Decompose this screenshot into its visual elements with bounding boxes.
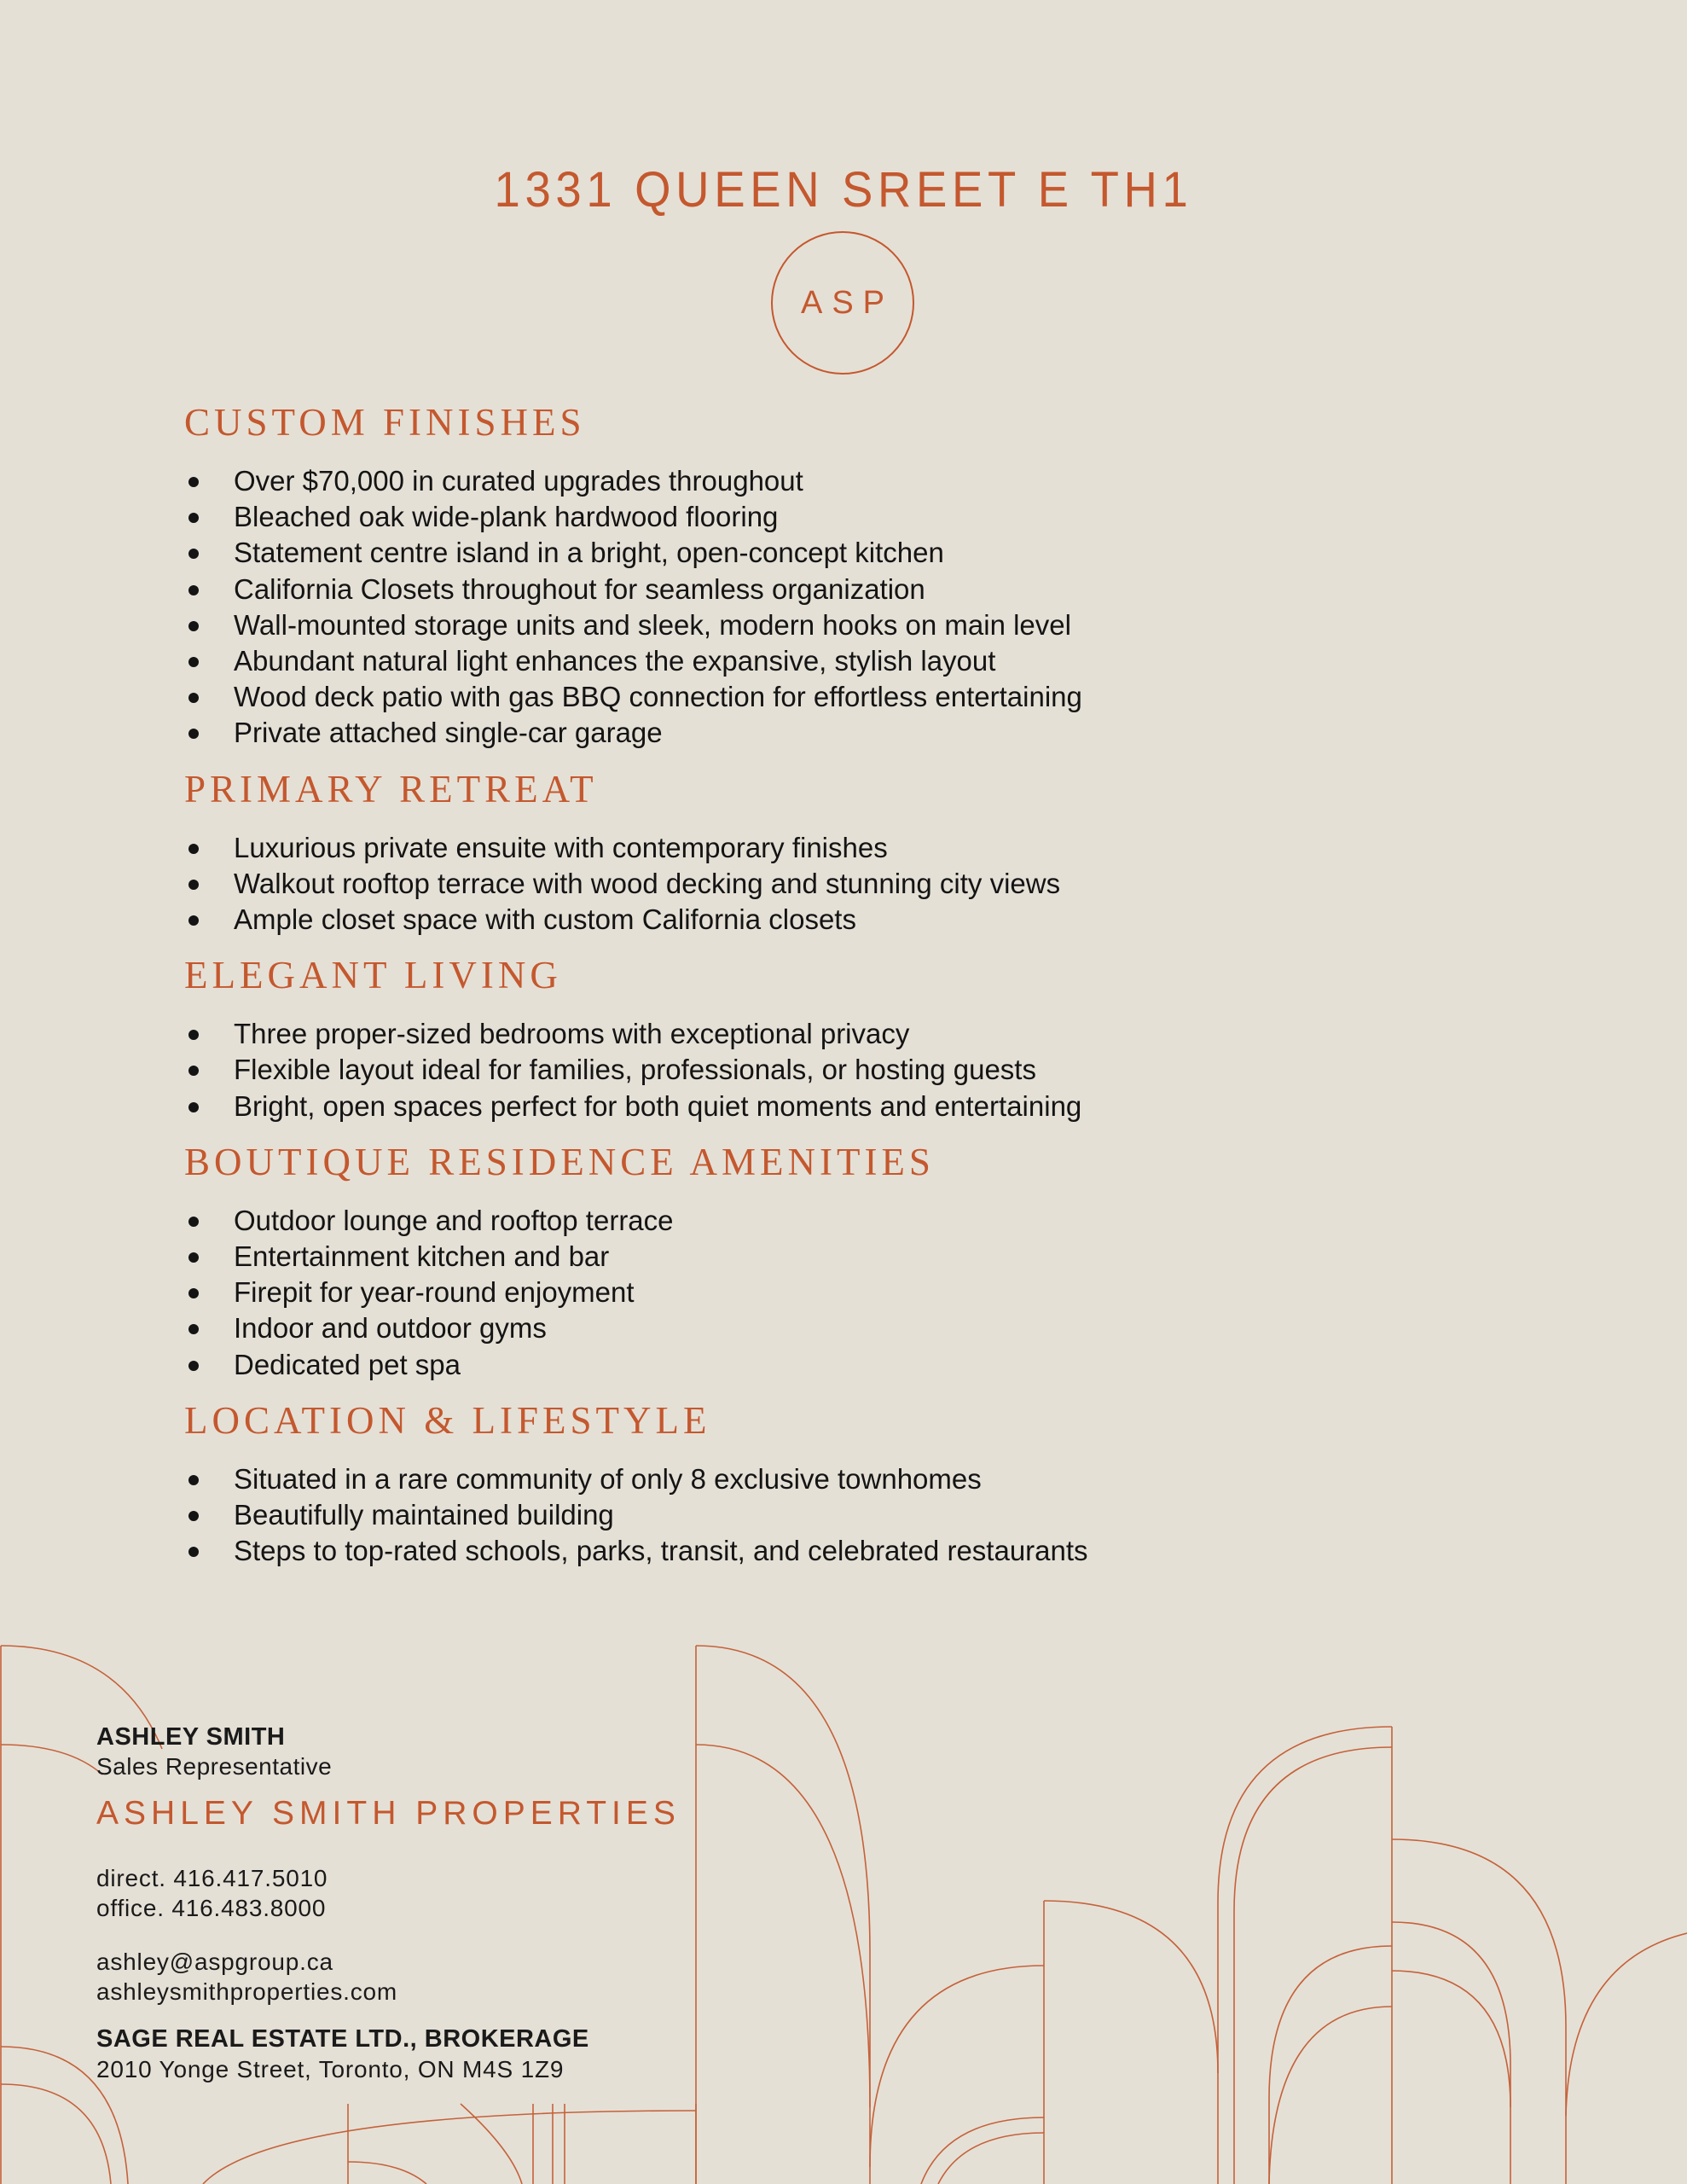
item-text: Wall-mounted storage units and sleek, modern hooks on main level [234,608,1071,641]
feature-list [184,463,1208,752]
list-item [184,1239,1208,1275]
feature-list [184,1016,1208,1124]
brokerage-address: 2010 Yonge Street, Toronto, ON M4S 1Z9 [96,2056,565,2082]
bullet-icon [188,513,199,523]
feature-list [184,1461,1208,1570]
features-content [184,397,1208,1581]
arch-line [1269,2007,1392,2184]
section-heading: ELEGANT LIVING [184,954,562,997]
section-primary-retreat [184,764,1208,938]
list-item [184,1347,1208,1383]
bullet-icon [188,915,199,926]
list-item [184,572,1208,607]
arch-line [1,1745,102,1774]
list-item [184,1461,1208,1497]
list-item [184,1089,1208,1124]
bullet-icon [188,1547,199,1557]
arch-line [348,2162,426,2184]
feature-list [184,830,1208,938]
item-text: Entertainment kitchen and bar [234,1240,610,1273]
logo-text: ASP [800,284,895,321]
section-heading: CUSTOM FINISHES [184,401,586,444]
item-text: Wood deck patio with gas BBQ connection for effortless entertaining [234,681,1082,713]
arch-line [1392,1971,1510,2107]
arch-line [1566,1933,1687,2116]
bullet-icon [188,1361,199,1371]
arch-line [1,2084,111,2184]
bullet-icon [188,657,199,667]
section-heading: PRIMARY RETREAT [184,767,598,810]
bullet-icon [188,1066,199,1076]
list-item [184,1052,1208,1088]
list-item [184,715,1208,751]
bullet-icon [188,621,199,631]
list-item [184,1203,1208,1239]
bullet-icon [188,585,199,595]
list-item [184,1016,1208,1052]
arch-line [461,2104,522,2184]
item-text: Situated in a rare community of only 8 exclusive townhomes [234,1462,982,1495]
arch-line [921,2117,1044,2184]
brokerage-name: SAGE REAL ESTATE LTD., BROKERAGE [96,2025,589,2053]
bullet-icon [188,693,199,703]
list-item [184,499,1208,535]
item-text: Beautifully maintained building [234,1499,614,1531]
list-item [184,866,1208,902]
list-item [184,902,1208,938]
arch-line [1392,1922,1510,2065]
website-link[interactable]: ashleysmithproperties.com [96,1978,398,2005]
bullet-icon [188,1511,199,1521]
list-item [184,1533,1208,1569]
arch-line [1218,1727,1392,1902]
item-text: Abundant natural light enhances the expansive, stylish layout [234,645,996,677]
bullet-icon [188,729,199,739]
arch-line [1392,1839,1566,2027]
bullet-icon [188,880,199,890]
section-custom-finishes [184,397,1208,752]
list-item [184,535,1208,571]
item-text: Walkout rooftop terrace with wood decking and stunning city views [234,867,1061,899]
direct-phone[interactable]: direct. 416.417.5010 [96,1865,328,1891]
item-text: Steps to top-rated schools, parks, transit, and celebrated restaurants [234,1535,1088,1567]
feature-list [184,1203,1208,1383]
item-text: Over $70,000 in curated upgrades throughout [234,465,803,497]
agent-contact-block [96,1722,681,2084]
item-text: Private attached single-car garage [234,717,663,749]
arch-line [938,2133,1044,2184]
list-item [184,830,1208,866]
item-text: Outdoor lounge and rooftop terrace [234,1204,674,1236]
bullet-icon [188,477,199,487]
list-item [184,1310,1208,1346]
arch-line [696,1745,870,2107]
item-text: Luxurious private ensuite with contemporary finishes [234,831,888,863]
list-item [184,607,1208,643]
bullet-icon [188,1102,199,1112]
bullet-icon [188,1288,199,1298]
arch-line [870,1966,1044,2167]
arch-line [1234,1747,1392,1911]
item-text: Flexible layout ideal for families, professionals, or hosting guests [234,1054,1036,1086]
section-heading: LOCATION & LIFESTYLE [184,1398,711,1442]
bullet-icon [188,1217,199,1227]
item-text: Bright, open spaces perfect for both quiet moments and entertaining [234,1089,1082,1122]
item-text: Ample closet space with custom California closets [234,903,856,936]
item-text: Bleached oak wide-plank hardwood flooring [234,501,779,533]
agent-name: ASHLEY SMITH [96,1723,286,1751]
bullet-icon [188,844,199,854]
bullet-icon [188,549,199,559]
section-location-lifestyle [184,1395,1208,1570]
email-link[interactable]: ashley@aspgroup.ca [96,1949,333,1975]
list-item [184,1275,1208,1310]
item-text: Statement centre island in a bright, open-concept kitchen [234,537,944,569]
list-item [184,643,1208,679]
list-item [184,1497,1208,1533]
section-elegant-living [184,950,1208,1124]
arch-line [696,1646,870,1954]
item-text: California Closets throughout for seamless organization [234,572,925,605]
section-heading: BOUTIQUE RESIDENCE AMENITIES [184,1140,935,1183]
office-phone[interactable]: office. 416.483.8000 [96,1895,327,1921]
asp-logo [771,231,914,375]
agent-role: Sales Representative [96,1753,333,1780]
agent-company: ASHLEY SMITH PROPERTIES [96,1795,681,1832]
arch-line [1269,1946,1392,2099]
item-text: Three proper-sized bedrooms with exceptional privacy [234,1018,910,1050]
bullet-icon [188,1475,199,1485]
bullet-icon [188,1030,199,1040]
property-address-title: 1331 QUEEN SREET E TH1 [494,161,1193,218]
item-text: Dedicated pet spa [234,1348,461,1380]
section-boutique-amenities [184,1136,1208,1383]
bullet-icon [188,1324,199,1334]
arch-line [203,2111,696,2184]
arch-line [1044,1901,1218,2073]
item-text: Indoor and outdoor gyms [234,1312,547,1345]
item-text: Firepit for year-round enjoyment [234,1276,635,1309]
list-item [184,679,1208,715]
list-item [184,463,1208,499]
bullet-icon [188,1252,199,1263]
